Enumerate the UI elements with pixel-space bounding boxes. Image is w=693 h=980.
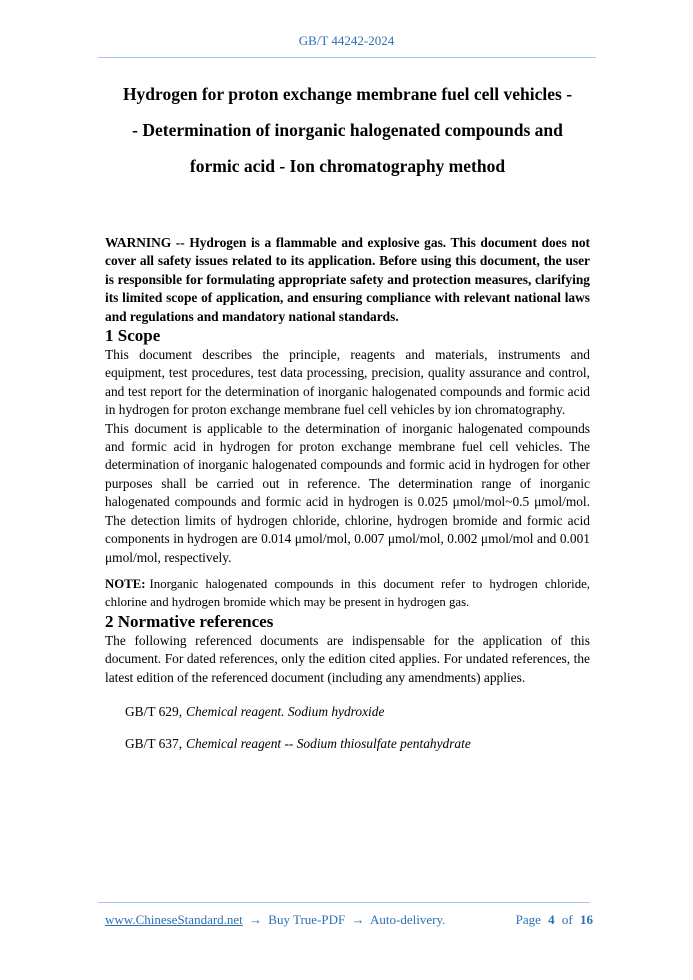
note-label: NOTE: xyxy=(105,576,146,591)
header-rule xyxy=(98,57,596,58)
section-heading-normative-references: 2 Normative references xyxy=(105,611,274,631)
scope-note xyxy=(105,575,590,612)
buy-true-pdf-label: Buy True-PDF xyxy=(268,912,346,927)
reference-entry xyxy=(105,703,590,721)
document-title-line-2: - Determination of inorganic halogenated compounds and xyxy=(132,120,563,140)
reference-title: Chemical reagent -- Sodium thiosulfate pentahydrate xyxy=(186,735,471,751)
warning-paragraph: WARNING -- Hydrogen is a flammable and explosive gas. This document does not cover all safety issues related to its application. Before using this document, the user is responsible for formulating appropriate safety and protection measures, clarifying its limited scope of application, and ensuring compliance with relevant national laws and regulations and mandatory national standards. xyxy=(105,235,590,324)
page-header xyxy=(0,0,693,58)
reference-title: Chemical reagent. Sodium hydroxide xyxy=(186,703,385,719)
scope-paragraph-2: This document is applicable to the determination of inorganic halogenated compounds and formic acid in hydrogen for proton exchange membrane fuel cell vehicles. The determination of inorganic halogenated compounds and formic acid in hydrogen for other purposes shall be carried out in reference. The determination range of inorganic halogenated compounds and formic acid in hydrogen is 0.025 μmol/mol~0.5 μmol/mol. The detection limits of hydrogen chloride, chlorine, hydrogen bromide and formic acid components in hydrogen are 0.014 μmol/mol, 0.007 μmol/mol, 0.002 μmol/mol and 0.001 μmol/mol, respectively. xyxy=(105,420,590,565)
normative-intro-paragraph: The following referenced documents are indispensable for the application of this document. For dated references, only the edition cited applies. For undated references, the latest edition of the referenced document (including any amendments) applies. xyxy=(105,632,590,685)
document-title xyxy=(105,76,590,184)
note-text: Inorganic halogenated compounds in this document refer to hydrogen chloride, chlorine and hydrogen bromide which may be present in hydrogen gas. xyxy=(105,576,590,610)
of-word: of xyxy=(561,912,573,927)
page-footer xyxy=(105,902,593,928)
document-title-line-3: formic acid - Ion chromatography method xyxy=(189,156,506,176)
section-heading-scope: 1 Scope xyxy=(105,326,161,346)
page-word: Page xyxy=(515,912,541,927)
auto-delivery-label: Auto-delivery. xyxy=(370,912,446,927)
website-link[interactable]: www.ChineseStandard.net xyxy=(105,912,243,927)
reference-code: GB/T 637, xyxy=(125,735,183,751)
current-page-number: 4 xyxy=(548,912,555,927)
reference-entry xyxy=(105,735,590,753)
arrow-icon: → xyxy=(249,912,263,927)
footer-rule xyxy=(98,902,590,903)
arrow-icon: → xyxy=(351,912,365,927)
document-body xyxy=(105,76,590,753)
document-title-line-1: Hydrogen for proton exchange membrane fuel cell vehicles - xyxy=(122,84,573,104)
reference-code: GB/T 629, xyxy=(125,703,183,719)
footer-left xyxy=(105,912,448,928)
scope-paragraph-1: This document describes the principle, reagents and materials, instruments and equipment, test procedures, test data processing, precision, quality assurance and control, and test report for the determination of inorganic halogenated compounds and formic acid in hydrogen for proton exchange membrane fuel cell vehicles by ion chromatography. xyxy=(105,347,590,418)
footer-row xyxy=(105,912,593,928)
page-number-indicator xyxy=(512,912,593,928)
total-page-count: 16 xyxy=(580,912,593,927)
standard-number: GB/T 44242-2024 xyxy=(298,33,395,48)
